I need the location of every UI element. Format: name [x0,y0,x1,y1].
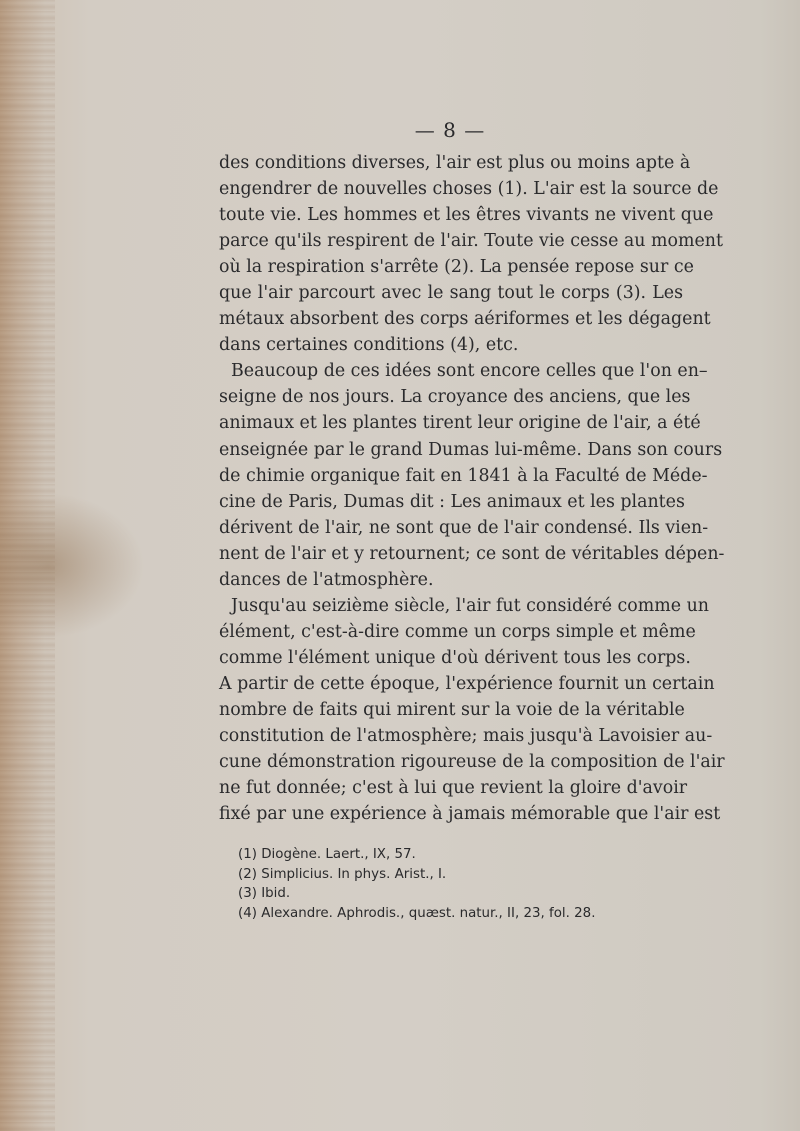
text-line: métaux absorbent des corps aériformes et les dégagent [219,309,711,330]
page-number: — 8 — [414,118,486,142]
text-line: dances de l'atmosphère. [219,569,434,590]
text-line: de chimie organique fait en 1841 à la Faculté de Méde- [219,465,708,486]
paragraph [219,358,725,592]
text-line: parce qu'ils respirent de l'air. Toute vie cesse au moment [219,231,723,252]
page-binding-edge [0,0,55,1131]
text-line: ne fut donnée; c'est à lui que revient la gloire d'avoir [219,778,688,799]
text-line: nent de l'air et y retournent; ce sont de véritables dépen- [219,543,725,564]
paragraph [219,593,725,827]
footnote-3: (3) Ibid. [238,886,291,901]
text-line: A partir de cette époque, l'expérience fournit un certain [219,673,715,694]
text-line: dans certaines conditions (4), etc. [219,335,519,356]
main-text [219,150,725,827]
text-line: fixé par une expérience à jamais mémorable que l'air est [219,804,721,825]
paragraph [219,150,723,358]
text-line: seigne de nos jours. La croyance des anciens, que les [219,387,691,408]
text-line: que l'air parcourt avec le sang tout le corps (3). Les [219,283,683,304]
text-line: animaux et les plantes tirent leur origine de l'air, a été [219,413,701,434]
text-line: où la respiration s'arrête (2). La pensée repose sur ce [219,257,694,278]
text-line: constitution de l'atmosphère; mais jusqu'à Lavoisier au- [219,726,713,747]
text-line: élément, c'est-à-dire comme un corps simple et même [219,621,696,642]
text-line: comme l'élément unique d'où dérivent tous les corps. [219,647,691,668]
text-line: toute vie. Les hommes et les êtres vivants ne vivent que [219,205,714,226]
text-line: enseignée par le grand Dumas lui-même. Dans son cours [219,439,723,460]
text-line: engendrer de nouvelles choses (1). L'air est la source de [219,179,719,200]
text-line: dérivent de l'air, ne sont que de l'air condensé. Ils vien- [219,517,709,538]
footnote-4: (4) Alexandre. Aphrodis., quæst. natur., II, 23, fol. 28. [238,905,596,921]
footnote-1: (1) Diogène. Laert., IX, 57. [238,847,416,862]
footnote-2: (2) Simplicius. In phys. Arist., I. [238,866,447,882]
text-line: cune démonstration rigoureuse de la composition de l'air [219,752,725,773]
text-line: nombre de faits qui mirent sur la voie de la véritable [219,699,685,720]
text-line: des conditions diverses, l'air est plus ou moins apte à [219,153,691,173]
text-line: cine de Paris, Dumas dit : Les animaux et les plantes [219,491,685,512]
footnotes [238,845,698,923]
text-line: Beaucoup de ces idées sont encore celles que l'on en– [231,361,708,382]
text-line: Jusqu'au seizième siècle, l'air fut considéré comme un [231,595,709,616]
